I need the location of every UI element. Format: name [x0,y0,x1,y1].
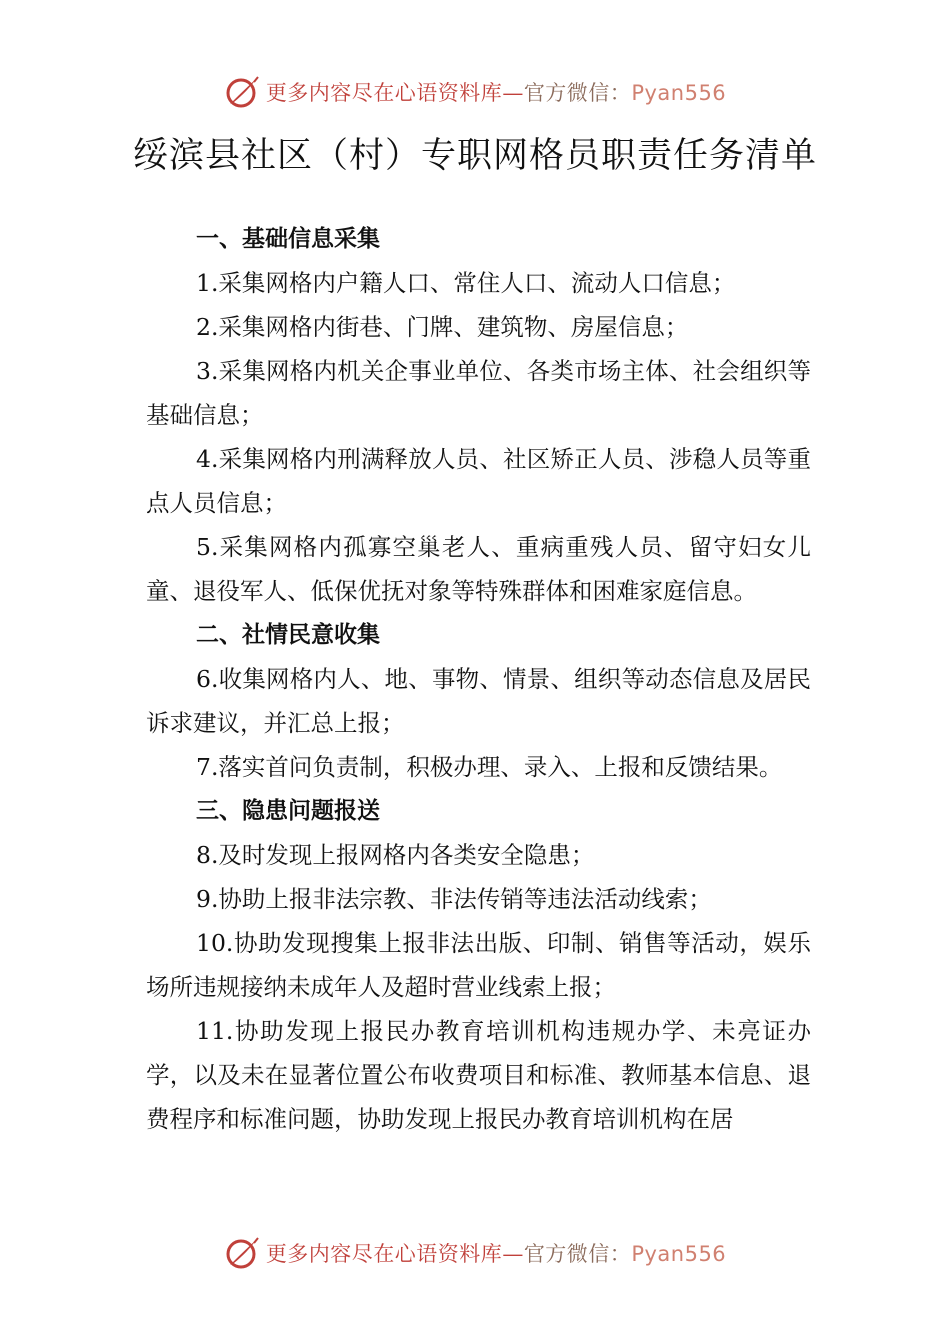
wechat-id: Pyan556 [631,1242,727,1266]
list-item: 4.采集网格内刑满释放人员、社区矫正人员、涉稳人员等重点人员信息； [146,445,811,517]
list-item: 8.及时发现上报网格内各类安全隐患； [196,841,595,869]
wechat-label: 官方微信： [523,81,632,105]
list-item: 5.采集网格内孤寡空巢老人、重病重残人员、留守妇女儿童、退役军人、低保优抚对象等特殊群体和困难家庭信息。 [146,533,811,605]
document-body [146,217,811,1141]
document-title: 绥滨县社区（村）专职网格员职责任务清单 [132,136,817,176]
wechat-label: 官方微信： [523,1242,632,1266]
list-item: 6.收集网格内人、地、事物、情景、组织等动态信息及居民诉求建议，并汇总上报； [146,665,811,737]
quill-logo-icon [224,74,260,110]
quill-logo-icon [224,1235,260,1271]
list-item: 1.采集网格内户籍人口、常住人口、流动人口信息； [196,269,736,297]
banner-slogan: 更多内容尽在心语资料库 [265,1242,503,1266]
section-heading: 一、基础信息采集 [196,226,380,252]
list-item: 11.协助发现上报民办教育培训机构违规办学、未亮证办学，以及未在显著位置公布收费项目和标准、教师基本信息、退费程序和标准问题，协助发现上报民办教育培训机构在居 [146,1017,811,1133]
banner-text [266,1238,726,1268]
banner-separator: — [502,81,524,105]
footer-banner [0,1233,950,1273]
section-heading: 三、隐患问题报送 [196,798,380,824]
wechat-id: Pyan556 [631,81,727,105]
list-item: 10.协助发现搜集上报非法出版、印制、销售等活动，娱乐场所违规接纳未成年人及超时营业线索上报； [146,929,811,1001]
list-item: 7.落实首问负责制，积极办理、录入、上报和反馈结果。 [196,753,783,781]
banner-separator: — [502,1242,524,1266]
list-item: 9.协助上报非法宗教、非法传销等违法活动线索； [196,885,712,913]
section-heading: 二、社情民意收集 [196,622,380,648]
banner-text [266,77,726,107]
banner-slogan: 更多内容尽在心语资料库 [265,81,503,105]
list-item: 3.采集网格内机关企事业单位、各类市场主体、社会组织等基础信息； [146,357,811,429]
header-banner [0,72,950,112]
list-item: 2.采集网格内街巷、门牌、建筑物、房屋信息； [196,313,689,341]
